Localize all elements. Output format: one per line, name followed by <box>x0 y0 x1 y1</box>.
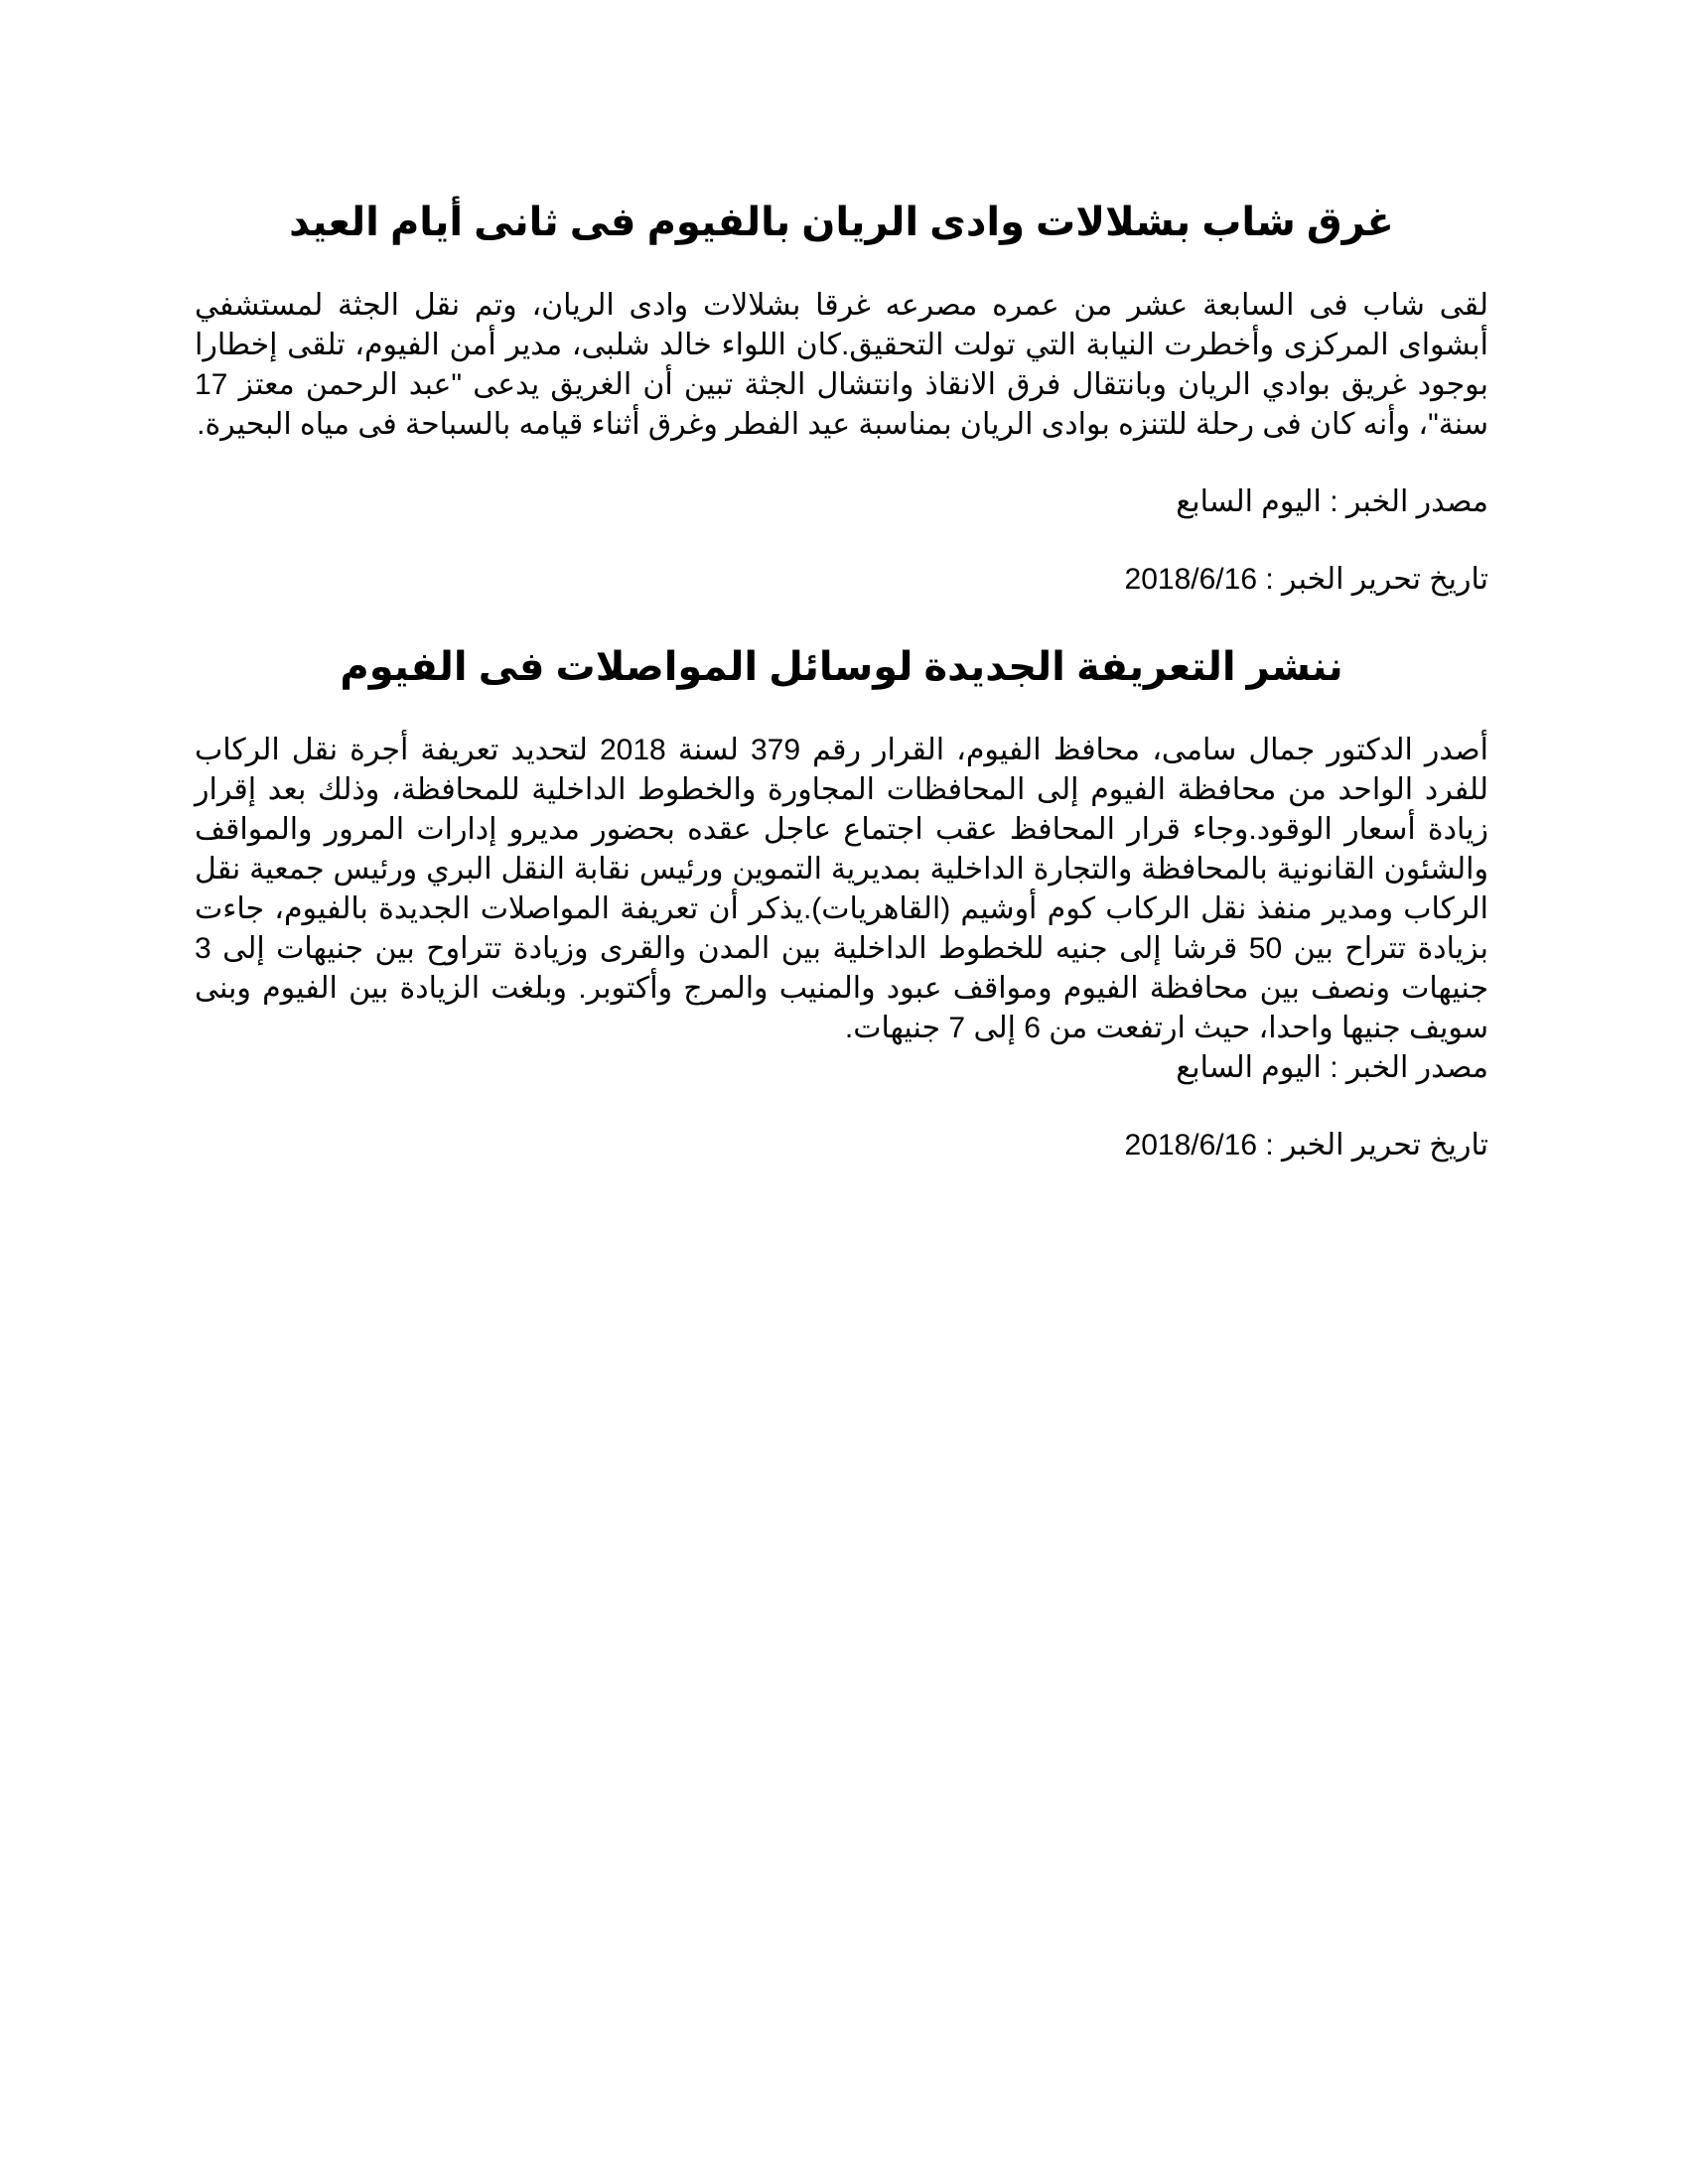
article-2-date: تاريخ تحرير الخبر : 2018/6/16 <box>1124 1129 1488 1161</box>
article-2-body: أصدر الدكتور جمال سامى، محافظ الفيوم، القرار رقم 379 لسنة 2018 لتحديد تعريفة أجرة نقل الركاب للفرد الواحد من محافظة الفيوم إلى المحافظات المجاورة والخطوط الداخلية للمحافظة، وذلك بعد إقرار زيادة أسعار الوقود.وجاء قرار المحافظ عقب اجتماع عاجل عقده بحضور مديرو إدارات المرور والمواقف والشئون القانونية بالمحافظة والتجارة الداخلية بمديرية التموين ورئيس نقابة النقل البري ورئيس جمعية نقل الركاب ومدير منفذ نقل الركاب كوم أوشيم (القاهريات).يذكر أن تعريفة المواصلات الجديدة بالفيوم، جاءت بزيادة تتراح بين 50 قرشا إلى جنيه للخطوط الداخلية بين المدن والقرى وزيادة تتراوح بين جنيهات إلى 3 جنيهات ونصف بين محافظة الفيوم ومواقف عبود والمنيب والمرج وأكتوبر. وبلغت الزيادة بين الفيوم وبنى سويف جنيها واحدا، حيث ارتفعت من 6 إلى 7 جنيهات. <box>195 734 1488 1044</box>
article-2-source: مصدر الخبر : اليوم السابع <box>1176 1051 1488 1084</box>
article-1-source: مصدر الخبر : اليوم السابع <box>1176 485 1488 518</box>
article-1-title: غرق شاب بشلالات وادى الريان بالفيوم فى ثانى أيام العيد <box>289 201 1394 244</box>
document-content <box>195 197 1488 1165</box>
article-2-title: ننشر التعريفة الجديدة لوسائل المواصلات فى الفيوم <box>340 645 1343 689</box>
article-1-date: تاريخ تحرير الخبر : 2018/6/16 <box>1124 563 1488 596</box>
article-1-body: لقى شاب فى السابعة عشر من عمره مصرعه غرقا بشلالات وادى الريان، وتم نقل الجثة لمستشفي أبشواى المركزى وأخطرت النيابة التي تولت التحقيق.كان اللواء خالد شلبى، مدير أمن الفيوم، تلقى إخطارا بوجود غريق بوادي الريان وبانتقال فرق الانقاذ وانتشال الجثة تبين أن الغريق يدعى "عبد الرحمن معتز 17 سنة"، وأنه كان فى رحلة للتنزه بوادى الريان بمناسبة عيد الفطر وغرق أثناء قيامه بالسباحة فى مياه البحيرة. <box>195 289 1488 441</box>
